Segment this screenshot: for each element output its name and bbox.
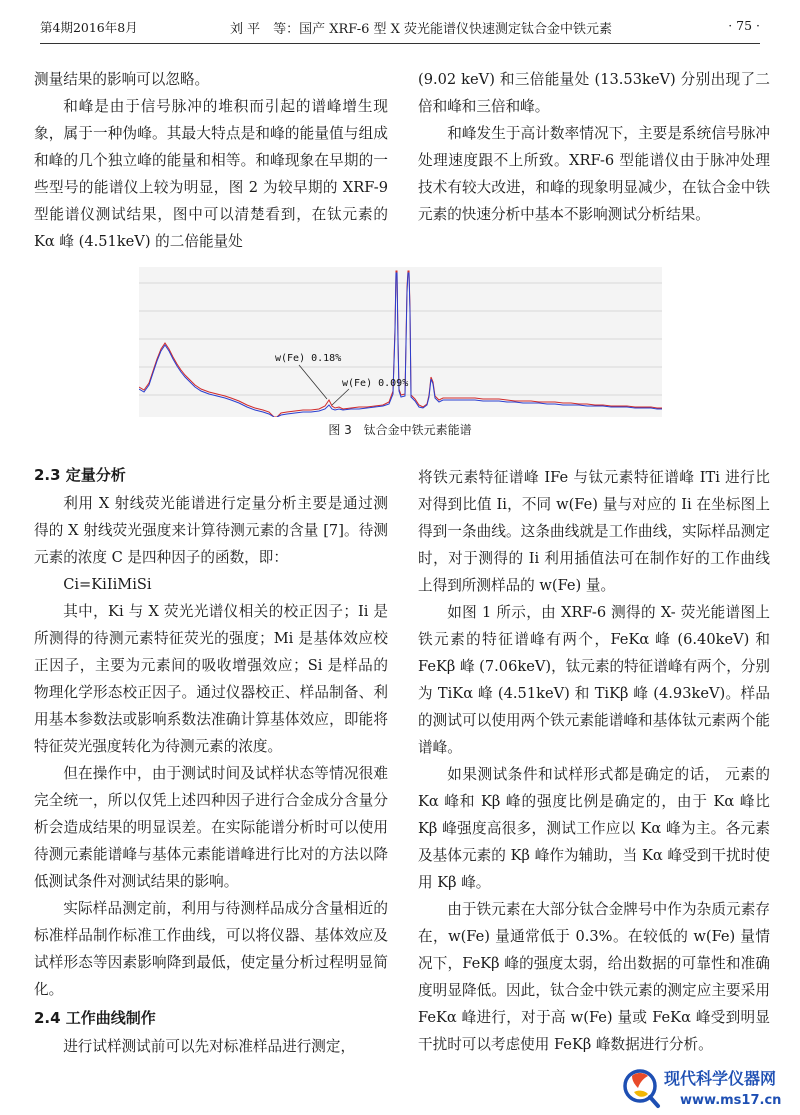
paragraph: 进行试样测试前可以先对标准样品进行测定， xyxy=(63,1038,356,1055)
journal-issue: 第4期2016年8月 xyxy=(40,20,138,35)
figure-caption xyxy=(0,421,800,438)
figure-number: 图 3 xyxy=(328,423,352,437)
paragraph: (9.02 keV) 和三倍能量处 (13.53keV) 分别出现了二倍和峰和三倍和峰。 xyxy=(418,71,770,115)
left-column xyxy=(34,460,388,1060)
top-left-column xyxy=(34,66,388,255)
running-header xyxy=(40,18,760,38)
section-heading-2-3: 2.3 定量分析 xyxy=(34,466,126,484)
paragraph: 和峰发生于高计数率情况下，主要是系统信号脉冲处理速度跟不上所致。XRF-6 型能谱仪由于脉冲处理技术有较大改进，和峰的现象明显减少，在钛合金中铁元素的快速分析中基本不影响测试分析结果。 xyxy=(418,125,770,223)
paragraph: 测量结果的影响可以忽略。 xyxy=(34,71,210,88)
paragraph: 如果测试条件和试样形式都是确定的话， 元素的 Kα 峰和 Kβ 峰的强度比例是确定的，由于 Kα 峰比 Kβ 峰强度高很多，测试工作应以 Kα 峰为主。各元素及基体元素的 Kβ 峰作为辅助，当 Kα 峰受到干扰时使用 Kβ 峰。 xyxy=(418,766,770,891)
article-title-header: 刘 平 等：国产 XRF-6 型 X 荧光能谱仪快速测定钛合金中铁元素 xyxy=(230,22,613,37)
paragraph: 但在操作中，由于测试时间及试样状态等情况很难完全统一，所以仅凭上述四种因子进行合金成分含量分析会造成结果的明显误差。在实际能谱分析时可以使用待测元素能谱峰与基体元素能谱峰进行比对的方法以降低测试条件对测试结果的影响。 xyxy=(34,765,388,890)
watermark-url: www.ms17.cn xyxy=(680,1093,782,1108)
fe-label-009: w(Fe) 0.09% xyxy=(342,378,409,389)
paragraph: 如图 1 所示，由 XRF-6 测得的 X- 荧光能谱图上铁元素的特征谱峰有两个，FeKα 峰 (6.40keV) 和 FeKβ 峰 (7.06keV)，钛元素的特征谱峰有两个，分别为 TiKα 峰 (4.51keV) 和 TiKβ 峰 (4.93keV)。样品的测试可以使用两个铁元素能谱峰和基体钛元素两个能谱峰。 xyxy=(418,604,770,756)
header-rule xyxy=(40,43,760,44)
top-right-column xyxy=(418,66,770,228)
section-heading-2-4: 2.4 工作曲线制作 xyxy=(34,1009,156,1027)
watermark-logo xyxy=(620,1062,795,1110)
paragraph: 其中，Ki 与 X 荧光光谱仪相关的校正因子；Ii 是所测得的待测元素特征荧光的强度；Mi 是基体效应校正因子，主要为元素间的吸收增强效应；Si 是样品的物理化学形态校正因子。通过仪器校正、样品制备、利用基本参数法或影响系数法准确计算基体效应，即能将特征荧光强度转化为待测元素的浓度。 xyxy=(34,603,388,755)
formula: Ci=KiIiMiSi xyxy=(63,576,152,593)
figure-caption-text: 钛合金中铁元素能谱 xyxy=(363,423,472,437)
watermark-name: 现代科学仪器网 xyxy=(664,1069,777,1088)
paragraph: 利用 X 射线荧光能谱进行定量分析主要是通过测得的 X 射线荧光强度来计算待测元素的含量 [7]。待测元素的浓度 C 是四种因子的函数，即： xyxy=(34,495,388,566)
paragraph: 实际样品测定前，利用与待测样品成分含量相近的标准样品制作标准工作曲线，可以将仪器、基体效应及试样形态等因素影响降到最低，使定量分析过程明显简化。 xyxy=(34,900,388,998)
page-number: · 75 · xyxy=(728,18,760,33)
fe-label-018: w(Fe) 0.18% xyxy=(275,353,342,364)
paragraph: 由于铁元素在大部分钛合金牌号中作为杂质元素存在，w(Fe) 量通常低于 0.3%。在较低的 w(Fe) 量情况下，FeKβ 峰的强度太弱，给出数据的可靠性和准确度明显降低。因此，钛合金中铁元素的测定应主要采用 FeKα 峰进行，对于高 w(Fe) 量或 FeKα 峰受到明显干扰时可以考虑使用 FeKβ 峰数据进行分析。 xyxy=(418,901,770,1053)
paragraph: 将铁元素特征谱峰 IFe 与钛元素特征谱峰 ITi 进行比对得到比值 Ii，不同 w(Fe) 量与对应的 Ii 在坐标图上得到一条曲线。这条曲线就是工作曲线，实际样品测定时，对于测得的 Ii 利用插值法可在制作好的工作曲线上得到所测样品的 w(Fe) 量。 xyxy=(418,469,770,594)
paragraph: 和峰是由于信号脉冲的堆积而引起的谱峰增生现象，属于一种伪峰。其最大特点是和峰的能量值与组成和峰的几个独立峰的能量和相等。和峰现象在早期的一些型号的能谱仪上较为明显，图 2 为较早期的 XRF-9 型能谱仪测试结果，图中可以清楚看到，在钛元素的 Kα 峰 (4.51keV) 的二倍能量处 xyxy=(34,98,388,250)
spectrum-figure xyxy=(139,267,662,417)
right-column xyxy=(418,464,770,1058)
